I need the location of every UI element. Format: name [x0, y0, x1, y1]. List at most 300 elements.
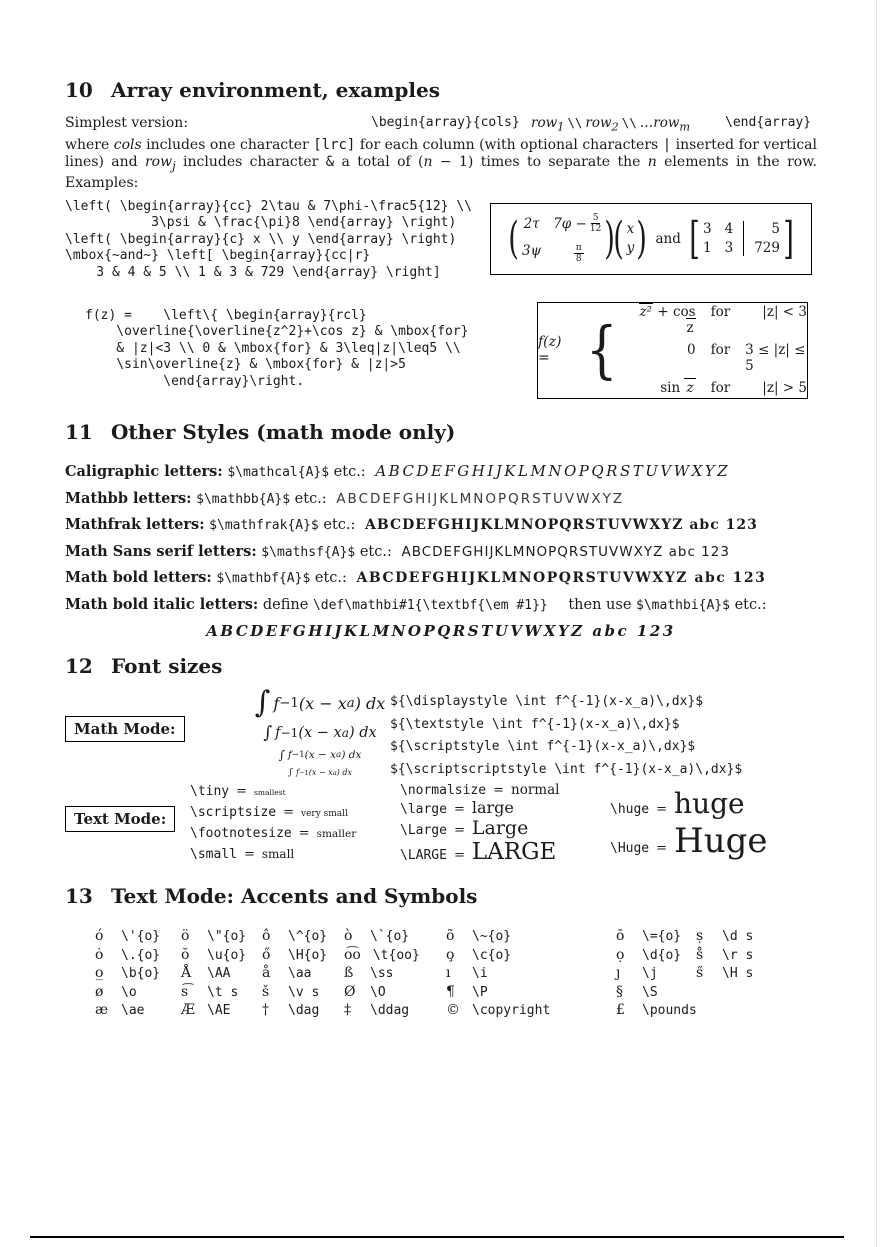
integral-sign: ∫ — [288, 767, 293, 778]
case-value-text: sin — [660, 380, 685, 397]
size-word: Huge — [674, 821, 768, 861]
n-var: n — [647, 154, 657, 170]
code-line: 3\psi & \frac{\pi}8 \end{array} \right) — [65, 215, 457, 231]
latex-code: $\mathbb{A}$ — [196, 491, 291, 507]
dots-text: … — [639, 115, 654, 131]
code-line: ${\scriptscriptstyle \int f^{-1}(x-x_a)\,dx}$ — [390, 761, 743, 777]
style-rows — [65, 459, 817, 640]
accent-glyph: š — [262, 983, 270, 1000]
case-value: 0 — [686, 342, 696, 359]
accent-entry — [446, 1002, 616, 1020]
accent-glyph: ọ — [616, 946, 625, 963]
latex-code: $\mathbf{A}$ — [216, 571, 311, 586]
fraction-numerator: π — [575, 242, 582, 253]
section-13-heading — [65, 884, 817, 908]
open-paren: ( — [508, 212, 519, 264]
accent-command: \H s — [722, 966, 754, 981]
rendered-example-box-1 — [490, 203, 812, 275]
case-condition: 3 ≤ |z| ≤ 5 — [745, 342, 806, 375]
accent-command: \u{o} — [207, 947, 247, 963]
accent-command: \ddag — [370, 1003, 410, 1018]
fraction-denominator: 8 — [575, 254, 582, 265]
accent-entry — [181, 1002, 262, 1020]
matrix-cell: 2τ — [523, 215, 540, 232]
row-var: row — [653, 115, 680, 131]
matrix-cell: 5 — [771, 221, 780, 238]
accent-glyph: ¶ — [446, 983, 455, 1000]
fraction — [590, 213, 601, 235]
style-row-mathsf — [65, 539, 817, 566]
equals-sign: = — [243, 847, 255, 862]
close-bracket: ] — [783, 212, 794, 264]
accent-glyph: õ — [446, 928, 455, 944]
size-command: \huge — [610, 802, 650, 817]
text-run: inserted for vertical lines) and — [65, 137, 818, 170]
accent-glyph: o͡o — [344, 946, 361, 963]
accent-entry — [95, 928, 181, 946]
matrix-cell: 729 — [754, 240, 780, 257]
code-line: \end{array}\right. — [85, 373, 305, 389]
size-row-LARGE — [400, 839, 559, 865]
accent-command: \'{o} — [121, 929, 161, 944]
subscript-a: a — [332, 768, 337, 777]
accent-command: \d s — [722, 929, 754, 944]
accent-glyph: ȷ — [616, 965, 621, 981]
column-vector — [627, 221, 635, 256]
style-label: Caligraphic letters: — [65, 463, 223, 480]
row-var: row — [531, 115, 558, 131]
code-line: \sin\overline{z} & \mbox{for} & |z|>5 — [85, 357, 406, 373]
accent-command: \~{o} — [472, 929, 512, 944]
subscript-a: a — [341, 726, 349, 740]
integrand: (x − x — [304, 749, 337, 761]
integral-scriptscriptstyle — [288, 767, 352, 778]
exponent: −1 — [280, 726, 299, 740]
accent-command: \v s — [288, 984, 320, 1000]
size-command: \footnotesize — [190, 826, 292, 841]
sample-mathbf: ABCDEFGHIJKLMNOPQRSTUVWXYZ abc 123 — [356, 570, 767, 586]
array-syntax-line — [65, 115, 817, 133]
accent-glyph: ò — [344, 928, 353, 944]
accent-entry — [95, 947, 181, 965]
page-edge-line — [876, 0, 877, 1247]
size-row-Huge — [610, 821, 768, 861]
accent-command: \S — [642, 984, 658, 1000]
accent-command: \o — [121, 984, 137, 1000]
style-row-mathbf — [65, 565, 817, 592]
section-12-heading — [65, 654, 817, 678]
case-for: for — [710, 342, 731, 359]
pipe-code: | — [662, 137, 672, 153]
lead-text: Simplest version: — [65, 115, 189, 131]
matrix-cell: 3 — [724, 240, 734, 257]
section-number: 10 — [65, 78, 93, 102]
begin-array-code: \begin{array}{cols} — [371, 115, 520, 130]
dx-text: ) dx — [336, 768, 352, 777]
accent-command: \^{o} — [288, 929, 328, 944]
size-word: smallest — [254, 788, 286, 797]
accent-glyph: Ø — [344, 983, 356, 1000]
integral-displaystyle — [254, 685, 386, 720]
size-row-Large — [400, 817, 559, 839]
etc-text: etc.: — [333, 464, 366, 480]
close-paren: ) — [636, 212, 648, 264]
accent-glyph: ı — [446, 965, 451, 981]
and-text: and — [655, 230, 681, 247]
case-for: for — [710, 380, 731, 397]
size-row-tiny — [190, 784, 356, 805]
accent-glyph: ø — [95, 983, 104, 1000]
accent-glyph: ö — [181, 928, 190, 944]
accent-entry — [262, 947, 344, 965]
accent-command: \b{o} — [121, 966, 161, 981]
accent-entry — [262, 984, 344, 1002]
accent-entry — [181, 984, 262, 1002]
matrix-2x2 — [522, 213, 601, 264]
f-var: f — [287, 749, 292, 761]
section-title: Text Mode: Accents and Symbols — [111, 884, 478, 908]
section-title: Other Styles (math mode only) — [111, 420, 456, 444]
accent-command: \"{o} — [207, 929, 247, 944]
code-line: f(z) = \left\{ \begin{array}{rcl} — [85, 307, 367, 323]
dx-text: ) dx — [341, 749, 362, 761]
accent-glyph: Æ — [181, 1002, 196, 1018]
accent-entry — [181, 928, 262, 946]
accent-glyph: ß — [344, 965, 354, 981]
size-command: \Huge — [610, 841, 650, 856]
math-mode-label-box: Math Mode: — [65, 716, 185, 742]
row-var: row — [144, 154, 173, 170]
code-line: \left( \begin{array}{c} x \\ y \end{array} \right) — [65, 231, 457, 247]
accent-glyph: £ — [616, 1002, 625, 1018]
accent-entry — [446, 984, 616, 1002]
accent-command: \P — [472, 984, 488, 1000]
accent-command: \pounds — [642, 1003, 697, 1018]
size-command: \small — [190, 847, 237, 862]
text-run: − 1) times to separate the — [432, 154, 648, 170]
fz-lhs: f(z) = — [538, 334, 562, 367]
sample-caligraphic: ABCDEFGHIJKLMNOPQRSTUVWXYZ — [375, 462, 731, 480]
size-command: \scriptsize — [190, 805, 277, 820]
text-mode-label-box: Text Mode: — [65, 806, 175, 832]
size-word: huge — [674, 787, 745, 820]
text-run: a total of ( — [334, 154, 424, 170]
section-11-heading — [65, 420, 817, 444]
accents-table — [95, 928, 817, 1020]
fraction-denominator: 12 — [589, 224, 602, 235]
cases-grid — [625, 304, 807, 396]
accent-entry — [262, 928, 344, 946]
style-label: Math Sans serif letters: — [65, 542, 257, 560]
size-command: \normalsize — [400, 783, 487, 798]
accent-entry — [446, 965, 616, 983]
accent-entry — [344, 947, 446, 965]
vector-entry: x — [626, 221, 635, 238]
dx-text: ) dx — [354, 693, 386, 713]
accent-command: \i — [472, 966, 488, 981]
accent-entry — [344, 984, 446, 1002]
f-var: f — [295, 768, 299, 777]
sample-mathbi: ABCDEFGHIJKLMNOPQRSTUVWXYZ abc 123 — [206, 622, 676, 640]
equals-sign: = — [298, 826, 310, 841]
case-for: for — [710, 304, 731, 321]
accent-command: \={o} — [642, 929, 682, 944]
array-description — [65, 137, 817, 192]
matrix-cell — [571, 238, 584, 265]
case-condition: |z| < 3 — [762, 304, 807, 321]
row-var: row — [585, 115, 612, 131]
code-line: \mbox{~and~} \left[ \begin{array}{cc|r} — [65, 248, 371, 264]
accent-command: \AA — [207, 966, 231, 981]
equals-sign: = — [283, 805, 294, 820]
size-word: smaller — [316, 828, 357, 840]
accent-entry — [344, 965, 446, 983]
mid-sizes-column — [400, 782, 559, 865]
accent-entry — [446, 947, 616, 965]
accent-entry — [95, 1002, 181, 1020]
case-value — [660, 380, 695, 396]
sample-mathbb: ABCDEFGHIJKLMNOPQRSTUVWXYZ — [336, 490, 625, 507]
etc-text: etc.: — [314, 570, 347, 586]
equals-sign: = — [453, 823, 465, 838]
accent-glyph: © — [446, 1002, 460, 1018]
rows-math — [531, 115, 690, 134]
accent-glyph: ‡ — [344, 1002, 351, 1018]
code-line: ${\scriptstyle \int f^{-1}(x-x_a)\,dx}$ — [390, 739, 696, 754]
style-label: Math bold italic letters: — [65, 595, 259, 613]
accent-glyph: § — [616, 983, 623, 1000]
section-accents-symbols — [65, 884, 817, 1020]
accent-entry — [616, 1002, 696, 1020]
accent-entry — [95, 984, 181, 1002]
accent-glyph: ô — [262, 928, 271, 944]
style-code-lines — [390, 694, 742, 784]
size-command: \tiny — [190, 784, 230, 799]
row-subscript: 2 — [611, 120, 619, 134]
accent-command: \t s — [207, 984, 239, 1000]
open-bracket: [ — [689, 212, 700, 264]
accent-command: \ae — [121, 1003, 145, 1018]
accent-entry — [696, 965, 817, 983]
accent-glyph: Å — [181, 965, 192, 981]
backslash-sep: \\ — [567, 115, 583, 130]
size-word: small — [261, 847, 295, 861]
accent-glyph: o̧ — [446, 946, 455, 963]
size-command: \LARGE — [400, 848, 447, 863]
case-brace: { — [585, 313, 618, 387]
accent-command: \j — [642, 966, 658, 981]
size-word: Large — [471, 817, 529, 839]
integral-sign: ∫ — [254, 685, 271, 720]
section-font-sizes — [65, 654, 817, 910]
text-run: where — [65, 137, 114, 153]
etc-text: etc.: — [734, 596, 767, 613]
section-other-styles — [65, 420, 817, 640]
latex-code: $\mathsf{A}$ — [261, 544, 356, 560]
accent-glyph: s̋ — [696, 965, 704, 981]
accent-command: \c{o} — [472, 947, 512, 963]
rendered-example-box-2 — [537, 302, 808, 399]
accent-entry — [181, 965, 262, 983]
size-row-small — [190, 847, 356, 868]
case-value-text: + cos z — [653, 304, 696, 337]
case-condition: |z| > 5 — [762, 380, 807, 397]
style-row-mathfrak — [65, 512, 817, 539]
matrix-cell: 1 — [703, 240, 712, 257]
accent-command: \copyright — [472, 1003, 551, 1018]
code-line: \left( \begin{array}{cc} 2\tau & 7\phi-\frac5{12} \\ — [65, 198, 472, 214]
matrix-left-cols — [703, 221, 733, 256]
accent-entry — [262, 965, 344, 983]
size-row-large — [400, 798, 559, 817]
code-line: ${\textstyle \int f^{-1}(x-x_a)\,dx}$ — [390, 716, 680, 732]
size-word: very small — [301, 809, 348, 819]
integral-textstyle — [263, 723, 376, 743]
matrix-cell-text: 7φ − — [553, 215, 587, 232]
vector-entry: y — [626, 240, 635, 257]
cols-var: cols — [113, 137, 142, 153]
exponent: −1 — [298, 768, 309, 777]
accent-glyph: æ — [95, 1002, 109, 1018]
open-paren: ( — [613, 212, 625, 264]
accent-glyph: s͡ — [181, 983, 189, 1000]
latex-code: \def\mathbi#1{\textbf{\em #1}} — [312, 597, 548, 613]
matrix-right-col — [743, 221, 780, 256]
accent-glyph: ŏ — [181, 946, 190, 963]
overline-expression — [637, 302, 696, 336]
define-text: define — [262, 596, 309, 613]
size-row-scriptsize — [190, 805, 356, 826]
text-run: includes character — [175, 154, 326, 170]
case-value — [625, 304, 695, 336]
sample-mathsf: ABCDEFGHIJKLMNOPQRSTUVWXYZ abc 123 — [401, 543, 730, 560]
accent-glyph: ō — [616, 928, 625, 944]
code-line: ${\displaystyle \int f^{-1}(x-x_a)\,dx}$ — [390, 694, 704, 709]
section-title: Array environment, examples — [111, 78, 440, 102]
style-label: Mathfrak letters: — [65, 516, 205, 533]
matrix-cell — [553, 213, 601, 235]
accent-command: \aa — [288, 966, 312, 981]
row-subscript: j — [172, 158, 176, 173]
matrix-cell: 4 — [724, 221, 734, 238]
page-bottom-rule — [30, 1236, 844, 1238]
accent-entry — [344, 928, 446, 946]
dx-text: ) dx — [348, 725, 377, 741]
integral-scriptstyle — [279, 748, 362, 762]
empty-cell — [696, 984, 817, 1002]
etc-text: etc.: — [294, 490, 327, 507]
lrc-code: [lrc] — [313, 137, 356, 153]
accent-command: \`{o} — [370, 929, 410, 944]
end-array-code: \end{array} — [725, 115, 812, 130]
style-row-mathbb — [65, 486, 817, 513]
size-command: \large — [400, 802, 447, 817]
accent-glyph: å — [262, 965, 271, 981]
fraction — [574, 243, 584, 265]
close-paren: ) — [604, 212, 616, 264]
size-word: large — [471, 798, 514, 817]
style-row-caligraphic — [65, 459, 817, 486]
matrix-cell: 3ψ — [522, 243, 542, 260]
section-number: 12 — [65, 654, 93, 678]
accent-glyph: o̲ — [95, 965, 104, 981]
style-label: Mathbb letters: — [65, 489, 192, 507]
n-var: n — [423, 154, 433, 170]
equals-sign: = — [236, 784, 248, 799]
subscript-a: a — [336, 750, 342, 760]
small-sizes-column — [190, 784, 356, 868]
accent-command: \t{oo} — [372, 947, 420, 963]
accent-entry — [616, 965, 696, 983]
section-10-heading — [65, 78, 817, 102]
exponent: −1 — [291, 750, 305, 760]
etc-text: etc.: — [359, 543, 392, 560]
section-number: 13 — [65, 884, 93, 908]
sample-mathfrak: ABCDEFGHIJKLMNOPQRSTUVWXYZ abc 123 — [365, 517, 758, 533]
size-row-normalsize — [400, 782, 559, 798]
accent-command: \ss — [370, 966, 394, 981]
equals-sign: = — [453, 848, 465, 863]
size-word: normal — [511, 782, 560, 798]
size-row-huge — [610, 787, 767, 820]
fraction-numerator: 5 — [592, 213, 599, 224]
accent-glyph: ṣ — [696, 928, 704, 944]
accent-entry — [696, 928, 817, 946]
row-subscript: 1 — [557, 120, 565, 134]
f-var: f — [275, 725, 281, 741]
equals-sign: = — [656, 802, 668, 817]
section-array-environment — [65, 78, 817, 412]
accent-command: \.{o} — [121, 947, 161, 963]
style-row-mathbi — [65, 592, 817, 619]
accent-command: \dag — [288, 1003, 320, 1018]
accent-entry — [616, 928, 696, 946]
equals-sign: = — [493, 783, 504, 798]
then-use-text: then use — [568, 596, 632, 613]
accent-entry — [181, 947, 262, 965]
empty-cell — [696, 1002, 817, 1020]
code-line: 3 & 4 & 5 \\ 1 & 3 & 729 \end{array} \right] — [65, 264, 441, 280]
accent-command: \O — [370, 984, 386, 1000]
text-run: for each column (with optional characters — [355, 137, 663, 153]
accent-entry — [616, 947, 696, 965]
ampersand-code: & — [325, 154, 335, 170]
code-line: \overline{\overline{z^2}+\cos z} & \mbox{for} — [85, 324, 469, 340]
accent-entry — [344, 1002, 446, 1020]
accent-glyph: s̊ — [696, 946, 704, 963]
f-var: f — [273, 693, 280, 713]
accent-entry — [95, 965, 181, 983]
inner-overline: z² — [639, 304, 653, 321]
integral-sign: ∫ — [263, 723, 273, 743]
font-sizes-layout — [65, 685, 817, 910]
text-run: elements in the row. Examples: — [65, 154, 817, 191]
overline-z: z — [686, 380, 694, 397]
size-command: \Large — [400, 823, 447, 838]
integrand: (x − x — [298, 725, 342, 741]
etc-text: etc.: — [323, 517, 356, 533]
accent-glyph: ó — [95, 928, 104, 944]
accent-entry — [696, 947, 817, 965]
accent-glyph: † — [262, 1002, 269, 1018]
equals-sign: = — [656, 841, 668, 856]
accent-entry — [616, 984, 696, 1002]
latex-code: $\mathbi{A}$ — [636, 597, 730, 613]
text-run: includes one character — [141, 137, 314, 153]
accent-command: \r s — [722, 947, 754, 963]
big-sizes-column — [610, 787, 768, 864]
code-line: & |z|<3 \\ 0 & \mbox{for} & 3\leq|z|\leq5 \\ — [85, 340, 461, 356]
